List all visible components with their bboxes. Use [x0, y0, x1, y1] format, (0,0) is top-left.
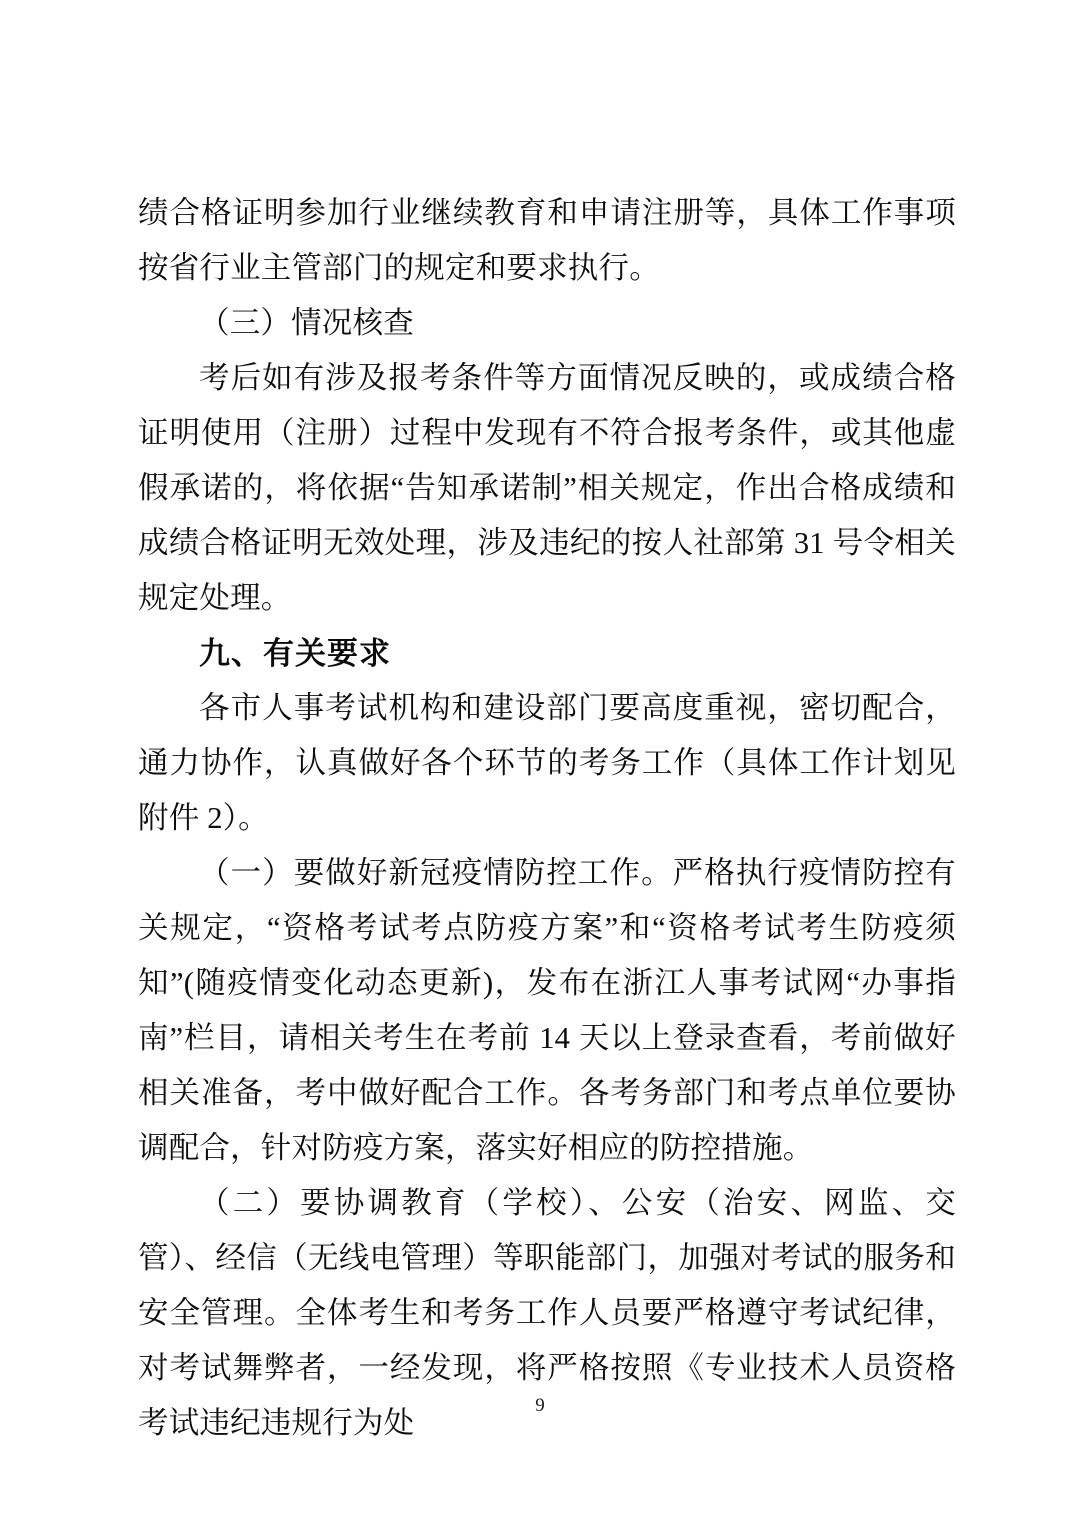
paragraph-continued: 绩合格证明参加行业继续教育和申请注册等，具体工作事项按省行业主管部门的规定和要求执行。: [138, 196, 956, 285]
page-number: 9: [535, 1395, 545, 1416]
paragraph-requirements-intro: 各市人事考试机构和建设部门要高度重视，密切配合，通力协作，认真做好各个环节的考务工作（具体工作计划见附件 2）。: [138, 691, 956, 835]
paragraph-verification: 考后如有涉及报考条件等方面情况反映的，或成绩合格证明使用（注册）过程中发现有不符合报考条件，或其他虚假承诺的，将依据“告知承诺制”相关规定，作出合格成绩和成绩合格证明无效处理，涉及违纪的按人社部第 31 号令相关规定处理。: [138, 361, 956, 615]
paragraph-coordination: （二）要协调教育（学校）、公安（治安、网监、交管）、经信（无线电管理）等职能部门，加强对考试的服务和安全管理。全体考生和考务工作人员要严格遵守考试纪律，对考试舞弊者，一经发现，将严格按照《专业技术人员资格考试违纪违规行为处: [138, 1186, 956, 1440]
paragraph-epidemic-control: （一）要做好新冠疫情防控工作。严格执行疫情防控有关规定，“资格考试考点防疫方案”和“资格考试考生防疫须知”(随疫情变化动态更新)，发布在浙江人事考试网“办事指南”栏目，请相关考生在考前 14 天以上登录查看，考前做好相关准备，考中做好配合工作。各考务部门和考点单位要协调配合，针对防疫方案，落实好相应的防控措施。: [138, 856, 956, 1165]
section-heading-nine: 九、有关要求: [199, 636, 391, 671]
section-subheading-three: （三）情况核查: [199, 306, 414, 340]
page-body: [138, 186, 956, 1451]
